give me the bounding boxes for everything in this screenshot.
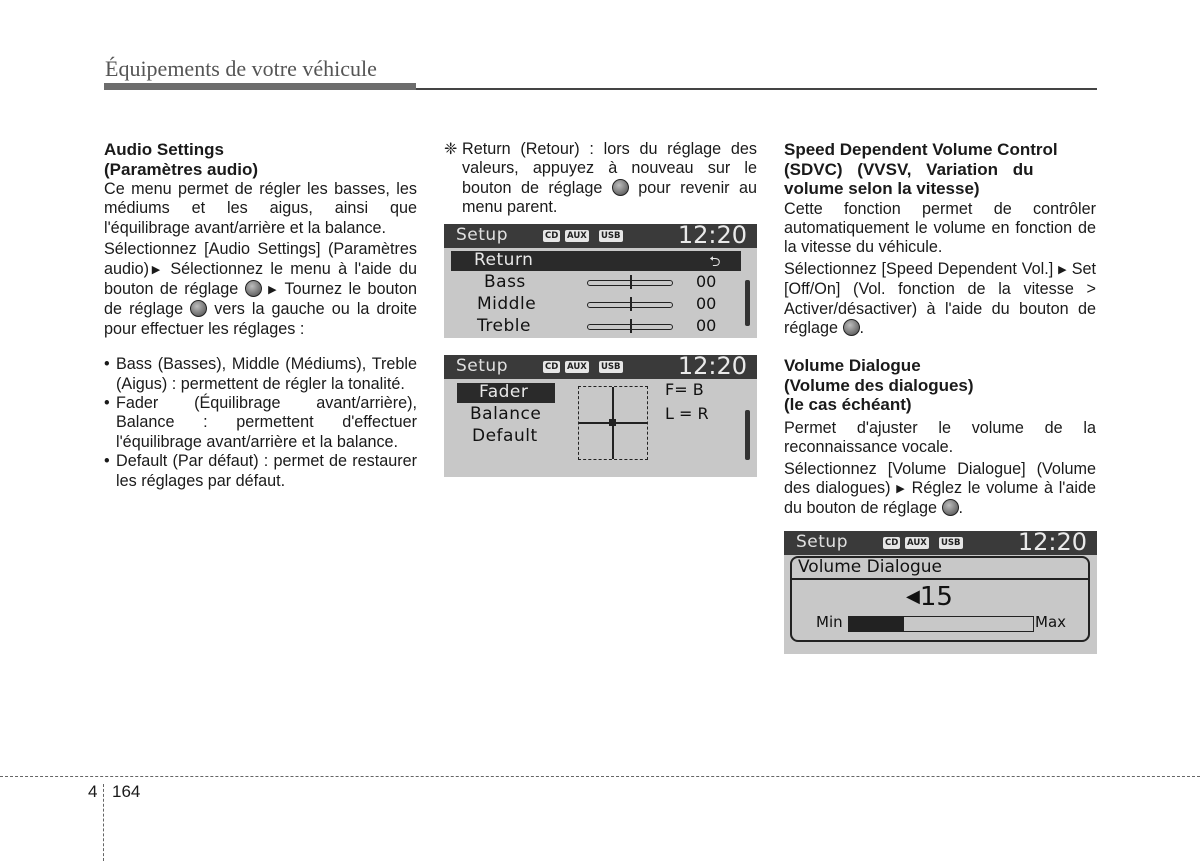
- menu-item-fader[interactable]: [457, 383, 555, 403]
- volume-label: Volume Dialogue: [798, 557, 943, 577]
- return-icon: ⮌: [709, 254, 721, 270]
- menu-label: Return: [474, 250, 534, 270]
- paragraph: Ce menu permet de régler les basses, les médiums et les aigus, ainsi que l'équilibrage avant/arrière et la balance.: [104, 180, 417, 237]
- screen-fader-balance: [444, 352, 757, 477]
- screen-title: Setup: [796, 532, 848, 552]
- screen-status-bar: [784, 528, 1097, 556]
- clock: 12:20: [1017, 528, 1087, 556]
- menu-item-return[interactable]: [451, 251, 741, 271]
- heading-line: (SDVC) (VVSV, Variation du: [784, 159, 1034, 179]
- aux-badge: AUX: [907, 538, 927, 548]
- tune-knob-icon: [245, 280, 262, 297]
- text: Return (Retour) : lors du réglage des valeurs, appuyez à nouveau sur le bouton de réglage: [462, 140, 757, 197]
- volume-min-label: Min: [816, 613, 843, 631]
- tune-knob-icon: [190, 300, 207, 317]
- arrow-right-icon: ▶: [896, 483, 906, 496]
- header-rule-thin: [416, 88, 1097, 90]
- bass-value: 00: [696, 272, 717, 291]
- paragraph-instructions: [104, 240, 417, 339]
- text: Sélectionnez [Audio Settings] (Paramètres audio): [104, 240, 417, 278]
- screen-audio-settings: [444, 221, 757, 338]
- screen-title: Setup: [456, 225, 508, 245]
- return-note: [444, 140, 757, 218]
- settings-list: [104, 355, 417, 491]
- header-rule-thick: [104, 83, 416, 90]
- column-audio-settings: [104, 140, 417, 491]
- aux-badge: AUX: [567, 231, 587, 241]
- screen-status-bar: [444, 221, 757, 249]
- usb-badge: USB: [601, 231, 621, 241]
- middle-slider[interactable]: [587, 302, 673, 308]
- text: Set [Off/On] (Vol. fonction de la vitesse > Activer/désactiver) à l'aide du bouton de réglage: [784, 259, 1097, 337]
- menu-item-balance[interactable]: [470, 404, 541, 424]
- heading-line: Speed Dependent Volume Control: [784, 140, 1058, 159]
- menu-label: Fader: [479, 382, 529, 402]
- sdvc-heading: [784, 140, 1096, 199]
- paragraph: Cette fonction permet de contrôler automatiquement le volume en fonction de la vitesse du véhicule.: [784, 199, 1096, 257]
- balance-point: [609, 419, 616, 426]
- text: .: [859, 318, 864, 337]
- audio-settings-heading: [104, 140, 417, 179]
- list-item: • Fader (Équilibrage avant/arrière), Balance : permettent d'effectuer l'équilibrage avant/arrière et la balance.: [104, 394, 417, 452]
- label-underline: [792, 578, 1088, 580]
- scrollbar[interactable]: [745, 280, 750, 326]
- speaker-icon: ◀: [906, 586, 920, 607]
- fader-value: F= B: [665, 380, 704, 399]
- menu-label: Bass: [484, 272, 526, 292]
- menu-label: Default: [472, 426, 538, 446]
- cd-badge: CD: [545, 231, 559, 241]
- cd-badge: CD: [545, 362, 559, 372]
- tune-knob-icon: [942, 499, 959, 516]
- bass-slider[interactable]: [587, 280, 673, 286]
- usb-badge: USB: [601, 362, 621, 372]
- heading-line: (Paramètres audio): [104, 159, 258, 179]
- scrollbar[interactable]: [745, 410, 750, 460]
- treble-slider[interactable]: [587, 324, 673, 330]
- section-number: 4: [88, 782, 98, 801]
- heading-line: (le cas échéant): [784, 395, 912, 415]
- clock: 12:20: [677, 221, 747, 249]
- screen-title: Setup: [456, 356, 508, 376]
- heading-line: Volume Dialogue: [784, 356, 921, 376]
- arrow-right-icon: ▶: [268, 284, 279, 297]
- menu-item-bass[interactable]: [484, 272, 526, 292]
- tune-knob-icon: [612, 179, 629, 196]
- paragraph: Permet d'ajuster le volume de la reconnaissance vocale.: [784, 418, 1096, 457]
- text: vers la gauche ou la droite pour effectuer les réglages :: [104, 300, 417, 338]
- footer-dashed-rule: [0, 776, 1200, 777]
- text: Réglez le volume à l'aide du bouton de réglage: [784, 479, 1097, 518]
- cd-badge: CD: [885, 538, 899, 548]
- page-number: 164: [112, 782, 141, 801]
- middle-value: 00: [696, 294, 717, 313]
- volume-readout: [906, 582, 953, 612]
- volume-bar-fill: [849, 617, 904, 631]
- column-screens: [444, 140, 757, 218]
- heading-line: volume selon la vitesse): [784, 179, 980, 198]
- menu-label: Balance: [470, 404, 542, 424]
- clock: 12:20: [677, 352, 747, 380]
- treble-value: 00: [696, 316, 717, 335]
- footer-vertical-rule: [103, 784, 104, 861]
- volume-panel: [790, 556, 1090, 642]
- list-item: • Bass (Basses), Middle (Médiums), Treble (Aigus) : permettent de régler la tonalité.: [104, 355, 417, 394]
- menu-label: Treble: [477, 316, 531, 336]
- list-item: • Default (Par défaut) : permet de restaurer les réglages par défaut.: [104, 452, 417, 491]
- paragraph-instructions: [784, 460, 1096, 519]
- text: pour revenir au menu parent.: [462, 178, 757, 217]
- menu-item-default[interactable]: [472, 426, 538, 446]
- screen-volume-dialogue: [784, 528, 1097, 654]
- fader-balance-grid[interactable]: [578, 386, 648, 460]
- heading-line: Audio Settings: [104, 140, 224, 159]
- tune-knob-icon: [843, 319, 860, 336]
- text: Sélectionnez le menu à l'aide du bouton de réglage: [104, 259, 417, 299]
- volume-max-label: Max: [1035, 613, 1067, 631]
- header-title: Équipements de votre véhicule: [105, 56, 377, 81]
- heading-line: (Volume des dialogues): [784, 375, 974, 395]
- volume-dialogue-heading: [784, 356, 1096, 415]
- menu-label: Middle: [477, 294, 537, 314]
- text: Tournez le bouton de réglage: [104, 280, 418, 319]
- note-mark: ❈: [444, 140, 458, 158]
- balance-value: L = R: [665, 404, 709, 423]
- text: Sélectionnez [Speed Dependent Vol.]: [784, 259, 1054, 278]
- screen-status-bar: [444, 352, 757, 380]
- text: .: [958, 499, 964, 518]
- menu-item-middle[interactable]: [477, 294, 536, 314]
- volume-value: 15: [919, 582, 953, 612]
- text: Sélectionnez [Volume Dialogue] (Volume des dialogues): [784, 459, 1096, 498]
- usb-badge: USB: [941, 538, 961, 548]
- arrow-right-icon: ▶: [1058, 263, 1067, 276]
- aux-badge: AUX: [567, 362, 587, 372]
- column-volume: [784, 140, 1096, 521]
- paragraph-instructions: [784, 260, 1096, 339]
- menu-item-treble[interactable]: [477, 316, 531, 336]
- volume-bar[interactable]: [848, 616, 1034, 632]
- arrow-right-icon: ▶: [149, 263, 164, 276]
